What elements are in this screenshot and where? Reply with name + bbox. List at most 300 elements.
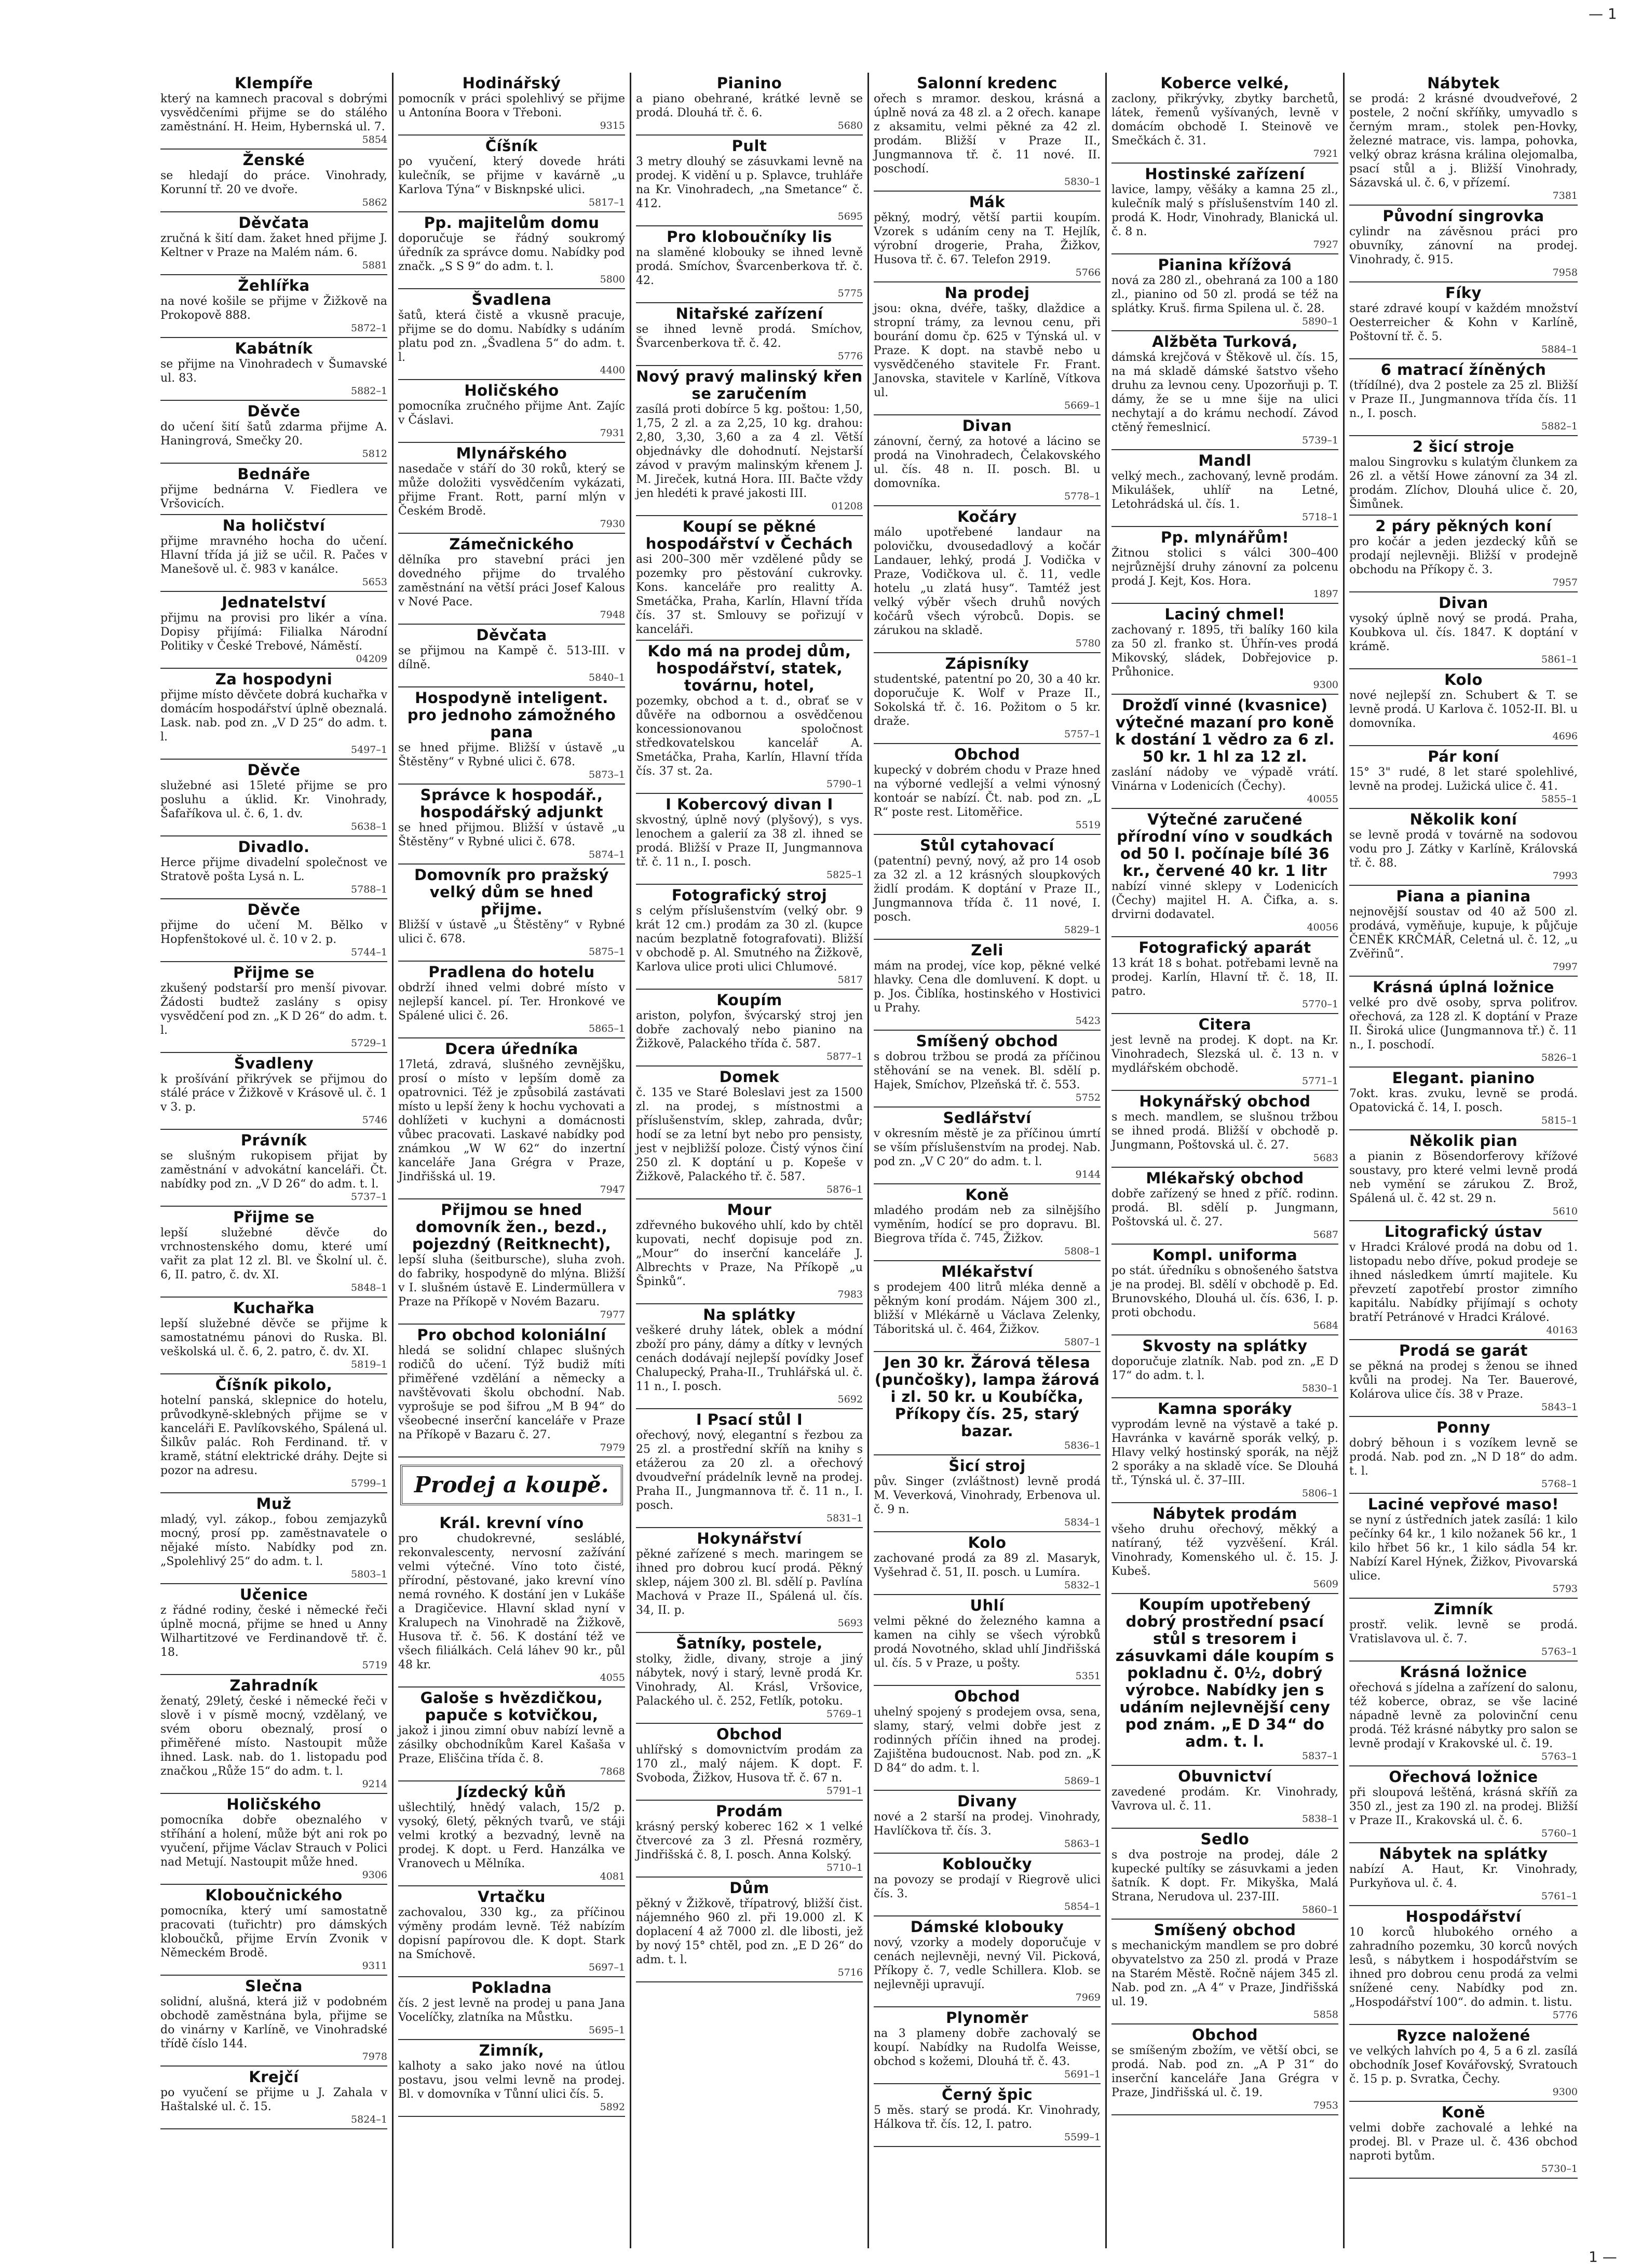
ad-body: pomocníka, který umí samostatně pracovati (tuřichtr) pro dámských kloboučků, přijme Ervín Zvonik v Německém Brodě. xyxy=(160,1905,387,1960)
ad-code: 5815–1 xyxy=(1541,1115,1578,1126)
ad-body: k prošívání přikrývek se přijmou do stálé práce v Žižkově v Krásově ul. č. 1 v 3. p. xyxy=(160,1073,387,1114)
ad-body: se smíšeným zbožím, ve větší obci, se prodá. Nab. pod zn. „A P 31“ do inserční kanceláře Jana Grégra v Praze, Jindřišská ul. č. 19. xyxy=(1111,2044,1338,2099)
ad-code: 5890–1 xyxy=(1302,316,1338,327)
ad-code: 7977 xyxy=(600,1309,625,1320)
ad-code: 5771–1 xyxy=(1302,1075,1338,1087)
ad-heading: Hokynářství xyxy=(697,1530,802,1547)
ad-body: mám na prodej, více kop, pěkné velké hlavky. Cena dle domluvení. K dopt. u p. Jos. Čiblíka, hostinského v Hostivici u Prahy. xyxy=(874,960,1101,1015)
ad-heading: Kabátník xyxy=(235,340,313,357)
ad-code: 5826–1 xyxy=(1541,1052,1578,1063)
ad-heading: Hospodyně inteligent. pro jednoho zámožného pana xyxy=(407,689,616,741)
classified-ad xyxy=(874,1686,1101,1791)
ad-code: 7947 xyxy=(600,1184,625,1195)
classified-ad xyxy=(160,760,387,836)
ad-code: 5882–1 xyxy=(1541,421,1578,432)
ad-code: 5691–1 xyxy=(1064,2069,1101,2080)
ad-heading: Prodá se garát xyxy=(1399,1342,1528,1359)
ad-code: 5729–1 xyxy=(351,1037,387,1049)
ad-heading: Laciný chmel! xyxy=(1164,605,1285,623)
ad-code: 5739–1 xyxy=(1302,435,1338,446)
ad-code: 5840–1 xyxy=(589,672,625,683)
classified-ad xyxy=(398,865,625,962)
ad-heading: Dům xyxy=(729,1879,769,1897)
classified-ad xyxy=(1349,282,1578,359)
ad-code: 4400 xyxy=(600,365,625,376)
ad-body: jsou: okna, dvéře, tašky, dlaždice a stropní trámy, za levnou cenu, při bourání domu čp. 625 v Týnská ul. v Praze. K dopt. na stavbě nebo u vysvědčeného stavitele Fr. Frant. Janovska, stavitele v Karlíně, Vítkova ul. xyxy=(874,302,1101,399)
ad-heading: Zimník xyxy=(1433,1600,1494,1618)
classified-ad xyxy=(160,515,387,592)
ad-heading: Pp. mlynářům! xyxy=(1160,529,1290,546)
ad-heading: Švadlena xyxy=(471,291,552,308)
classified-ad xyxy=(1111,1766,1338,1829)
ad-code: 7983 xyxy=(837,1289,863,1300)
ad-heading: Fotografický stroj xyxy=(671,886,828,904)
ad-body: nové nejlepší zn. Schubert & T. se levně prodá. U Karlova č. 1052-II. Bl. u domovníka. xyxy=(1349,689,1578,730)
section-title: Prodej a koupě. xyxy=(414,1472,609,1497)
classified-ad xyxy=(398,289,625,380)
ad-code: 5824–1 xyxy=(351,2114,387,2125)
ad-heading: Učenice xyxy=(239,1586,308,1603)
ad-body: se hned přijmou. Bližší v ústavě „u Štěstěny“ v Rybné ulici č. 678. xyxy=(398,821,625,848)
ad-code: 5744–1 xyxy=(351,947,387,958)
ad-heading: Původní singrovka xyxy=(1382,207,1544,225)
ad-body: na 3 plameny dobře zachovalý se koupí. Nabídky na Rudolfa Weisse, obchod s kožemi, Dlouhá tř. č. 43. xyxy=(874,2027,1101,2068)
ad-body: v Hradci Králové prodá na dobu od 1. listopadu nebo dříve, pokud prodeje se ihned následkem úmrtí majitele. Ku převzetí zapotřebí prostor zimního kapitálu. Nabídky přijímají s ochoty bratří Petránové v Hradci Králové. xyxy=(1349,1241,1578,1324)
ad-body: zavedené prodám. Kr. Vinohrady, Vavrova ul. č. 11. xyxy=(1111,1786,1338,1813)
ad-code: 5831–1 xyxy=(826,1513,863,1524)
ad-heading: Sedlářství xyxy=(943,1109,1032,1127)
ad-heading: Alžběta Turková, xyxy=(1152,333,1298,350)
classified-ad xyxy=(636,885,863,990)
classified-ad xyxy=(874,1031,1101,1108)
classified-ad xyxy=(160,592,387,669)
classified-ad xyxy=(874,940,1101,1031)
classified-ad xyxy=(1349,1221,1578,1340)
ad-body: 5 měs. starý se prodá. Kr. Vinohrady, Hálkova tř. čís. 12, I. patro. xyxy=(874,2104,1101,2131)
ad-code: 1897 xyxy=(1313,588,1338,600)
classified-ad xyxy=(636,226,863,303)
ad-body: pův. Singer (zvláštnost) levně prodá M. Veverková, Vinohrady, Erbenova ul. č. 9 n. xyxy=(874,1475,1101,1516)
ad-code: 9214 xyxy=(362,1778,387,1790)
ad-code: 5882–1 xyxy=(351,385,387,397)
ad-code: 5838–1 xyxy=(1302,1813,1338,1825)
ad-heading: Zápisníky xyxy=(945,655,1029,672)
ad-code: 5884–1 xyxy=(1541,344,1578,355)
ad-heading: Obchod xyxy=(954,1688,1020,1705)
classified-ad xyxy=(160,1374,387,1493)
classified-ad xyxy=(1349,1906,1578,2025)
ad-code: 5790–1 xyxy=(826,778,863,790)
ad-code: 5825–1 xyxy=(826,869,863,881)
classified-ad xyxy=(160,1675,387,1794)
ad-body: nasedače v stáří do 30 roků, který se může doložiti vysvědčením vykázati, přijme Frant. Rott, parní mlýn v Českém Brodě. xyxy=(398,463,625,518)
ad-heading: Skvosty na splátky xyxy=(1142,1337,1308,1355)
classified-ad xyxy=(1349,516,1578,592)
classified-ad xyxy=(874,653,1101,744)
classified-ad xyxy=(636,136,863,226)
ad-heading: Děvče xyxy=(247,402,301,420)
ad-body: přijme místo děvčete dobrá kuchařka v domácím hospodářství úplně obeznalá. Lask. nab. pod zn. „V D 25“ do adm. t. l. xyxy=(160,688,387,744)
classified-ad xyxy=(636,366,863,516)
ad-heading: Divany xyxy=(957,1792,1018,1810)
ad-body: s dobrou tržbou se prodá za příčinou stěhování se na venek. Bl. sdělí p. Hajek, Smíchov, Plzeňská tř. č. 553. xyxy=(874,1050,1101,1091)
classified-ad xyxy=(160,1130,387,1207)
ad-heading: Holičského xyxy=(464,382,559,399)
classified-ad xyxy=(636,641,863,794)
ad-code: 5832–1 xyxy=(1064,1580,1101,1591)
classified-ad xyxy=(1111,2024,1338,2115)
ad-code: 5697–1 xyxy=(589,1962,625,1973)
ad-heading: Děvče xyxy=(247,761,301,779)
ad-body: mladého prodám neb za silnějšího vyměním, hodící se pro dopravu. Bl. Biegrova třída č. 745, Žižkov. xyxy=(874,1204,1101,1245)
classified-ad xyxy=(160,962,387,1053)
ad-code: 7868 xyxy=(600,1766,625,1777)
ad-body: dělníka pro stavební práci jen dovedného přijme do trvalého zaměstnání na větší práci Josef Kalous v Nové Pace. xyxy=(398,554,625,609)
classified-ad xyxy=(1111,809,1338,937)
ad-body: Žitnou stolici s válci 300–400 nejrůznější druhy zánovní za polcenu prodá J. Kejt, Kos. Hora. xyxy=(1111,547,1338,588)
ad-heading: Koně xyxy=(1441,2103,1486,2121)
ad-body: v okresním městě je za příčinou úmrtí se vším příslušenstvím na prodej. Nab. pod zn. „V C 20“ do adm. t. l. xyxy=(874,1127,1101,1168)
ad-heading: Koupí se pěkné hospodářství v Čechách xyxy=(645,518,853,552)
ad-body: šatů, která čistě a vkusně pracuje, přijme se do domu. Nabídky s udáním platu pod zn. „Švadlena 5“ do adm. t. l. xyxy=(398,309,625,364)
ad-code: 5718–1 xyxy=(1302,511,1338,523)
ad-body: mladý, vyl. zákop., fobou zemjazyků mocný, prosí pp. zaměstnavatele o nějaké místo. Nabídky pod zn. „Spolehlivý 25“ do adm. t. l. xyxy=(160,1513,387,1568)
ad-body: přijme bednárna V. Fiedlera ve Vršovicích. xyxy=(160,483,387,510)
classified-ad xyxy=(874,506,1101,653)
classified-ad xyxy=(398,785,625,865)
classified-ad xyxy=(160,464,387,515)
ad-heading: Domovník pro pražský velký dům se hned přijme. xyxy=(414,866,609,918)
classified-ad xyxy=(398,443,625,534)
ad-code: 5808–1 xyxy=(1064,1246,1101,1257)
ad-heading: Klempíře xyxy=(235,74,313,92)
ad-code: 5746 xyxy=(362,1114,387,1126)
classified-ad xyxy=(1349,1417,1578,1494)
ad-heading: Hospodářství xyxy=(1405,1908,1522,1925)
classified-ad xyxy=(1349,2025,1578,2102)
classified-ad xyxy=(398,1688,625,1781)
ad-body: veškeré druhy látek, oblek a módní zboží pro pány, dámy a dítky v levných cenách dodávají nejlepší povídky Josef Chalupecký, Praha-II., Truhlářská ul. č. 11 n., I. posch. xyxy=(636,1324,863,1393)
ad-heading: Pianino xyxy=(716,74,782,92)
ad-body: pěkný, modrý, větší partii koupím. Vzorek s udáním ceny na T. Hejlík, výrobní drogerie, Praha, Žižkov, Husova tř. č. 67. Telefon 2919. xyxy=(874,211,1101,266)
ad-heading: Mour xyxy=(727,1201,772,1219)
classified-ad xyxy=(636,1724,863,1801)
ad-body: který na kamnech pracoval s dobrými vysvědčeními přijme se do stálého zaměstnání. H. Heim, Hybernská ul. 7. xyxy=(160,92,387,133)
classified-ad xyxy=(160,1976,387,2067)
ad-code: 5683 xyxy=(1313,1152,1338,1164)
ad-heading: 6 matrací žíněných xyxy=(1380,361,1547,379)
classified-ad xyxy=(160,401,387,464)
ad-heading: Kobloučky xyxy=(942,1855,1033,1873)
ad-heading: Stůl cytahovací xyxy=(920,836,1054,854)
ad-heading: Mák xyxy=(969,193,1006,211)
ad-body: vysoký úplně nový se prodá. Praha, Koubkova ul. čís. 1847. K doptání v krámě. xyxy=(1349,612,1578,653)
ad-body: na nové košile se přijme v Žižkově na Prokopově 888. xyxy=(160,295,387,322)
classified-ad xyxy=(874,1455,1101,1532)
classified-ad xyxy=(1111,73,1338,164)
classified-ad xyxy=(160,1053,387,1130)
classified-ad xyxy=(874,744,1101,835)
ad-body: pěkné zařízené s mech. maringem se ihned pro dobrou kucí prodá. Pěkný sklep, nájem 300 zl. Bl. sdělí p. Pavlína Machová v Praze II., Spálená ul. čís. 34, II. p. xyxy=(636,1548,863,1617)
ad-heading: Holičského xyxy=(226,1796,321,1813)
ad-code: 5610 xyxy=(1552,1206,1578,1217)
ad-code: 5819–1 xyxy=(351,1359,387,1370)
ad-body: lavice, lampy, věšáky a kamna 25 zl., kulečník malý s příslušenstvím 140 zl. prodá K. Hodr, Vinohrady, Blanická ul. č. 8 n. xyxy=(1111,183,1338,238)
classified-ad xyxy=(398,687,625,785)
classified-ad xyxy=(1111,450,1338,527)
classified-ad xyxy=(874,192,1101,282)
ad-body: hledá se solidní chlapec slušných rodičů do učení. Týž budiž míti přiměřené vzdělání a německy a navštěvovati školu obchodní. Nab. vyprošuje se pod šifrou „M B 94“ do všeobecné inserční kanceláře v Praze na Příkopě v Bazaru č. 27. xyxy=(398,1344,625,1441)
ad-body: pro chudokrevné, sesláblé, rekonvalescenty, nervosní zažívání velmi výtečné. Víno toto čisté, přírodní, pěstované, jako krevní víno nemá rovného. K dostání jen v Lukáše a Dragičevice. Hlavní sklad nyní v Kralupech na Vinohradě na Žižkově, Husova tř. č. 56. K dostání též ve všech filiálkách. Celá láhev 90 kr., půl 48 kr. xyxy=(398,1532,625,1671)
ad-body: 13 krát 18 s bohat. potřebami levně na prodej. Karlín, Hlavní tř. č. 18, II. patro. xyxy=(1111,957,1338,998)
classified-ad xyxy=(1111,695,1338,809)
ad-heading: Kolo xyxy=(968,1534,1007,1551)
ad-heading: Děvčata xyxy=(476,626,547,644)
ad-heading: Krejčí xyxy=(249,2068,299,2086)
ad-heading: Několik koní xyxy=(1409,811,1517,828)
ad-code: 7921 xyxy=(1313,148,1338,159)
ad-code: 5830–1 xyxy=(1064,176,1101,187)
ad-heading: Koně xyxy=(965,1186,1009,1204)
ad-body: č. 135 ve Staré Boleslavi jest za 1500 zl. na prodej, s místnostmi a příslušenstvím, sklep, zahrada, dvůr; hodí se za letní byt nebo pro pensisty, jest v nejbližší poloze. Čistý výnos činí 250 zl. K doptání u p. Kopeše v Žižkově, Palackého tř. č. 587. xyxy=(636,1086,863,1183)
ad-code: 5869–1 xyxy=(1064,1775,1101,1787)
ad-body: malou Singrovku s kulatým člunkem za 26 zl. a větší Howe zánovní za 34 zl. prodám. Zlíchov, Dlouhá ulice č. 20, Šimůnek. xyxy=(1349,456,1578,511)
ad-code: 5497–1 xyxy=(351,744,387,755)
classified-ad xyxy=(398,212,625,289)
ad-heading: Děvčata xyxy=(238,214,309,232)
ad-code: 5843–1 xyxy=(1541,1401,1578,1413)
classified-ad xyxy=(636,1199,863,1304)
ad-body: 15° 3" rudé, 8 let staré spolehlivé, levně na prodej. Lužická ulice č. 41. xyxy=(1349,766,1578,793)
ad-code: 5873–1 xyxy=(589,769,625,780)
ad-body: uhlířský s domovnictvím prodám za 170 zl., malý nájem. K dopt. F. Svoboda, Žižkov, Husova tř. č. 67 n. xyxy=(636,1744,863,1785)
ad-body: uhelný spojený s prodejem ovsa, sena, slamy, starý, velmi dobře jest z rodinných příčin ihned na prodej. Zajištěna budoucnost. Nab. pod zn. „K D 84“ do adm. t. l. xyxy=(874,1706,1101,1775)
ad-heading: Vrtačku xyxy=(478,1888,546,1906)
ad-code: 5757–1 xyxy=(1064,728,1101,740)
ad-body: hotelní panská, sklepnice do hotelu, průvodkyně-sklebných přijme se v kanceláři E. Pavlíkovského, Spálená ul. Šilkův palác. Roh Ferdinand. tř. v kramě, státní elektrické dráhy. Dejte si pozor na adresu. xyxy=(160,1394,387,1477)
ad-code: 40055 xyxy=(1307,793,1338,805)
section-header-box xyxy=(400,1465,623,1505)
ad-body: se hned přijme. Bližší v ústavě „u Štěstěny“ v Rybné ulici č. 678. xyxy=(398,741,625,768)
column-6 xyxy=(1345,73,1582,2248)
ad-body: velmi dobře zachovalé a lehké na prodej. Bl. v Praze ul. č. 436 obchod naproti bytům. xyxy=(1349,2122,1578,2163)
ad-code: 7957 xyxy=(1552,577,1578,588)
ad-body: málo upotřebené landaur na polovičku, dvousedadlový a kočár Landauer, lehký, prodá J. Vodička v Praze, Vodičkova ul. č. 11, vedle hotelu „u zlatá husy“. Tamtéž jest velký výběr všech druhů nových kočárů všech výrobců. Dopis. se zárukou na skladě. xyxy=(874,526,1101,637)
classified-ad xyxy=(1349,1494,1578,1599)
ad-heading: Zámečnického xyxy=(449,535,574,553)
ad-code: 5695 xyxy=(837,211,863,222)
classified-ad xyxy=(1111,527,1338,604)
classified-ad xyxy=(1111,1594,1338,1766)
ad-heading: Jízdecký kůň xyxy=(457,1783,566,1801)
classified-ad xyxy=(874,835,1101,940)
ad-heading: Nitařské zařízení xyxy=(675,305,823,322)
ad-body: pro kočár a jeden jezdecký kůň se prodají nejlevněji. Bližší v prodejně obchodu na Příkopy č. 3. xyxy=(1349,535,1578,576)
classified-ad xyxy=(1111,1398,1338,1503)
ad-code: 5716 xyxy=(837,1967,863,1978)
classified-ad xyxy=(398,1886,625,1977)
ad-heading: Obchod xyxy=(1192,2026,1258,2044)
ad-heading: Za hospodyni xyxy=(215,670,333,688)
ad-body: pomocníka zručného přijme Ant. Zajíc v Čáslavi. xyxy=(398,400,625,427)
classified-ad xyxy=(874,1791,1101,1854)
ad-code: 40163 xyxy=(1546,1325,1578,1336)
ad-code: 5875–1 xyxy=(589,946,625,957)
ad-heading: Výtečné zaručené přírodní víno v soudkách od 50 l. počínaje bílé 36 kr., červené 40 kr. 1 litr xyxy=(1117,811,1333,880)
classified-ad xyxy=(636,990,863,1066)
ad-code: 5858 xyxy=(1313,2009,1338,2020)
ad-code: 5669–1 xyxy=(1064,400,1101,411)
classified-ad xyxy=(636,1066,863,1199)
ad-heading: Šatníky, postele, xyxy=(676,1635,823,1652)
classified-ad xyxy=(398,1038,625,1199)
ad-code: 5719 xyxy=(362,1659,387,1671)
ad-heading: Švadleny xyxy=(234,1055,314,1072)
classified-ad xyxy=(636,73,863,136)
ad-code: 5854–1 xyxy=(1064,1901,1101,1912)
column-5 xyxy=(1107,73,1345,2248)
ad-body: doporučuje se řádný soukromý úředník za správce domu. Nabídky pod značk. „S S 9“ do adm. t. l. xyxy=(398,232,625,273)
classified-ad xyxy=(1349,592,1578,669)
classified-ad xyxy=(1349,436,1578,516)
ad-body: obdrží ihned velmi dobré místo v nejlepší kancel. pí. Ter. Hronkové ve Spálené ulici č. 26. xyxy=(398,981,625,1022)
ad-code: 5848–1 xyxy=(351,1282,387,1293)
classified-ad xyxy=(160,2067,387,2129)
ad-code: 5730–1 xyxy=(1541,2163,1578,2175)
ad-code: 5854 xyxy=(362,134,387,145)
ad-body: nová za 280 zl., obehraná za 100 a 180 zl., pianino od 50 zl. prodá se též na splátky. Kruš. firma Spilena ul. č. 28. xyxy=(1111,274,1338,315)
ad-body: se hledají do práce. Vinohrady, Korunní tř. 20 ve dvoře. xyxy=(160,169,387,196)
ad-body: na slaměné klobouky se ihned levně prodá. Smíchov, Švarcenberkova tř. č. 42. xyxy=(636,246,863,287)
ad-body: se přijmou na Kampě č. 513-III. v dílně. xyxy=(398,644,625,671)
ad-body: nejnovější soustav od 40 až 500 zl. prodává, vyměňuje, kupuje, k půjčuje ČENĚK KRČMÁŘ, Celetná ul. č. 12, „u Zvěřinů“. xyxy=(1349,906,1578,961)
ad-body: zdřevného bukového uhlí, kdo by chtěl kupovati, nechť dopisuje pod zn. „Mour“ do inserční kanceláře J. Albrechts v Praze, Na Příkopě „u Špinků“. xyxy=(636,1219,863,1288)
ad-code: 5806–1 xyxy=(1302,1488,1338,1499)
ad-body: se nyní z ústředních jatek zasílá: 1 kilo pečínky 64 kr., 1 kilo nožanek 56 kr., 1 kilo hřbet 56 kr., 1 kilo sádla 54 kr. Nabízí Karel Hýnek, Žižkov, Pivovarská ulice. xyxy=(1349,1514,1578,1583)
ad-body: jakož i jinou zimní obuv nabízí levně a zásilky obchodníkům Karel Kašaša v Praze, Eliščina třída č. 8. xyxy=(398,1724,625,1765)
ad-body: krásný perský koberec 162 × 1 velké čtvercové za 3 zl. Přesná rozměry, Jindřišská č. 8, I. posch. Anna Kolský. xyxy=(636,1820,863,1861)
ad-body: ariston, polyfon, švýcarský stroj jen dobře zachovalý nebo pianino na Žižkově, Palackého třída č. 587. xyxy=(636,1009,863,1050)
column-3 xyxy=(631,73,869,2248)
ad-code: 7931 xyxy=(600,427,625,439)
classified-ad xyxy=(874,1352,1101,1455)
ad-code: 5877–1 xyxy=(826,1051,863,1062)
ad-code: 04209 xyxy=(356,653,387,665)
ad-code: 5780 xyxy=(1075,638,1101,649)
ad-body: pomocníka dobře obeznalého v stříhání a holení, může být ani rok po vyučení, přijme Václav Strauch v Polici nad Metují. Nastoupit může hned. xyxy=(160,1814,387,1869)
ad-heading: Plynoměr xyxy=(946,2009,1028,2027)
ad-body: s mechanickým mandlem se pro dobré obyvatelstvo za 250 zl. prodá v Praze na Starém Městě. Ročně nájem 345 zl. Nab. pod zn. „A 4“ v Praze, Jindřišská ul. 19. xyxy=(1111,1939,1338,2008)
ad-heading: Elegant. pianino xyxy=(1392,1069,1535,1087)
ad-heading: Dcera úředníka xyxy=(445,1040,578,1058)
classified-ad xyxy=(1349,746,1578,809)
ad-code: 7927 xyxy=(1313,239,1338,250)
ad-body: všeho druhu ořechový, měkký a natíraný, též vyzvěšení. Král. Vinohrady, Komenského ul. č. 15. J. Kubeš. xyxy=(1111,1523,1338,1578)
classified-ad xyxy=(160,836,387,899)
classified-ad xyxy=(160,669,387,760)
ad-heading: Na holičství xyxy=(222,517,326,534)
ad-body: skvostný, úplně nový (plyšový), s vys. lenochem a galerií za 38 zl. ihned se prodá. Bližší v Praze II, Jungmannova tř. č. 11 n., I. posch. xyxy=(636,814,863,869)
classified-ad xyxy=(398,1781,625,1886)
ad-body: velký mech., zachovaný, levně prodám. Mikulášek, uhlíř na Letné, Letohrádská ul. čís. 1. xyxy=(1111,470,1338,511)
ad-heading: Divan xyxy=(962,417,1012,435)
ad-code: 5770–1 xyxy=(1302,998,1338,1010)
ad-code: 9315 xyxy=(600,120,625,131)
ad-heading: Právník xyxy=(240,1131,307,1149)
classified-ad xyxy=(1349,73,1578,206)
ad-heading: Obuvnictví xyxy=(1178,1767,1272,1785)
ad-code: 5799–1 xyxy=(351,1478,387,1489)
ad-heading: Fíky xyxy=(1445,284,1482,302)
ad-code: 5763–1 xyxy=(1541,1646,1578,1657)
ad-heading: Zeli xyxy=(971,941,1003,959)
ad-heading: Jen 30 kr. Žárová tělesa (punčošky), lampa žárová i zl. 50 kr. u Koubíčka, Příkopy čís. 25, starý bazar. xyxy=(874,1354,1100,1440)
ad-heading: Na splátky xyxy=(703,1306,796,1324)
ad-code: 5881 xyxy=(362,260,387,271)
ad-body: s celým příslušenstvím (velký obr. 9 krát 12 cm.) prodám za 30 zl. (kupce nacúm bezplatně fotografovati). Bližší v obchodě p. Al. Smutného na Žižkově, Karlova ulice proti ulici Chlumové. xyxy=(636,905,863,974)
ad-heading: Citera xyxy=(1198,1016,1252,1033)
classified-ad xyxy=(636,1633,863,1724)
ad-heading: Přijme se xyxy=(233,1208,315,1226)
ad-code: 9311 xyxy=(362,1960,387,1972)
ad-code: 5876–1 xyxy=(826,1184,863,1195)
ad-body: kalhoty a sako jako nové na útlou postavu, jsou velmi levně na prodej. Bl. v domovníka v Tůnní ulici čís. 5. xyxy=(398,2060,625,2101)
ad-heading: Drožďí vinné (kvasnice) výtečné mazaní pro koně k dostání 1 vědro za 6 zl. 50 kr. 1 hl za 12 zl. xyxy=(1115,696,1335,765)
ad-body: na povozy se prodají v Riegrově ulici čís. 3. xyxy=(874,1873,1101,1900)
ad-code: 40056 xyxy=(1307,922,1338,933)
ad-body: ve velkých lahvích po 4, 5 a 6 zl. zasílá obchodník Josef Kovářovský, Svratouch č. 15 p. p. Svratka, Čechy. xyxy=(1349,2045,1578,2086)
ad-heading: Sedlo xyxy=(1200,1830,1250,1848)
corner-mark-top: — 1 xyxy=(1589,5,1617,22)
classified-ad xyxy=(1349,359,1578,436)
ad-code: 5860–1 xyxy=(1302,1904,1338,1915)
classified-ad xyxy=(1111,331,1338,450)
ad-code: 5693 xyxy=(837,1617,863,1629)
ad-body: velmi pěkné do železného kamna a kamen na cihly se všech výrobků prodá Novotného, sklad uhlí Jindřišská ul. čís. 5 v Praze, u pošty. xyxy=(874,1615,1101,1670)
ad-heading: Laciné vepřové maso! xyxy=(1367,1495,1559,1513)
ad-heading: Koberce velké, xyxy=(1160,74,1290,92)
ad-heading: Ryzce naložené xyxy=(1396,2027,1530,2044)
classified-ad xyxy=(160,899,387,962)
classified-ad xyxy=(1349,1843,1578,1906)
ad-code: 4696 xyxy=(1552,731,1578,742)
ad-code: 5830–1 xyxy=(1302,1383,1338,1394)
classified-ad xyxy=(874,1261,1101,1352)
ad-heading: Prodám xyxy=(715,1802,783,1820)
ad-code: 7969 xyxy=(1075,1992,1101,2003)
ad-code: 7997 xyxy=(1552,961,1578,973)
ad-body: asi 200–300 měr vzdělené půdy se pozemky pro pěstování cukrovky. Kons. kanceláře pro realitty A. Smetáčka, Praha, Karlín, Hlavní třída čís. 37 st. Smlouvy se pořizují v kanceláři. xyxy=(636,553,863,636)
ad-heading: Kompl. uniforma xyxy=(1152,1246,1298,1264)
ad-heading: Kočáry xyxy=(957,508,1017,525)
ad-body: zachovaný r. 1895, tři balíky 160 kila za 50 zl. franko st. Úhřín-ves prodá Mikovský, sládek, Dobřejovice p. Průhonice. xyxy=(1111,624,1338,679)
classified-ad xyxy=(1349,977,1578,1068)
classified-ad xyxy=(1111,1503,1338,1594)
classified-ad xyxy=(160,212,387,275)
classified-ad xyxy=(1111,937,1338,1014)
classified-ad xyxy=(398,2040,625,2117)
ad-heading: Pro kloboučníky lis xyxy=(667,228,832,246)
ad-body: nový, vzorky a modely doporučuje v cenách nejlevněji, nevný Vil. Picková, Příkopy č. 7, vedle Schillera. Klob. se nejlevněji upravují. xyxy=(874,1936,1101,1991)
ad-code: 5761–1 xyxy=(1541,1891,1578,1902)
ad-body: služebné asi 15leté přijme se pro posluhu a úklid. Kr. Vinohrady, Šafaříkova ul. č. 6, 1. dv. xyxy=(160,779,387,820)
ad-heading: Litografický ústav xyxy=(1384,1223,1543,1240)
ad-heading: Kolo xyxy=(1444,671,1483,688)
ad-body: po stát. úředníku s obnošeného šatstva je na prodej. Bl. sdělí v obchodě p. Ed. Brunovského, Dlouhá ul. čís. 636, I. p. proti obchodu. xyxy=(1111,1264,1338,1319)
ad-code: 5872–1 xyxy=(351,322,387,334)
ad-body: s mech. mandlem, se slušnou tržbou se ihned prodá. Bližší v obchodě p. Jungmann, Poštovská ul. č. 27. xyxy=(1111,1111,1338,1152)
ad-body: přijme do učení M. Bělko v Hopfenštokové ul. č. 10 v 2. p. xyxy=(160,919,387,946)
